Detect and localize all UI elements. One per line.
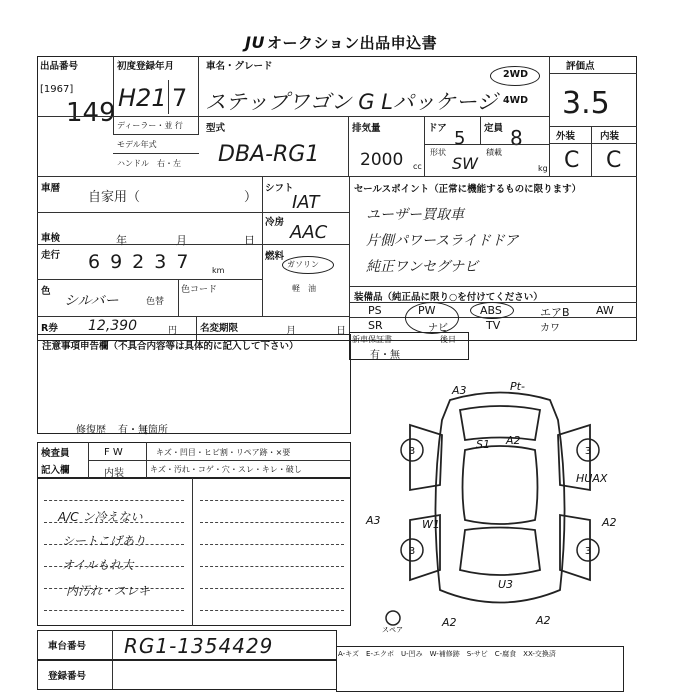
inspection-year: 年 (116, 234, 127, 247)
sales-point-2: 片側パワースライドドア (366, 233, 519, 249)
equip-tv: TV (486, 319, 501, 332)
sales-points-label: セールスポイント（正常に機能するものに限ります） (354, 184, 582, 195)
displacement-value: 2000 (360, 150, 404, 170)
int-grade: C (606, 148, 622, 173)
warranty-label: 新車保証書 (352, 335, 392, 344)
capacity-value: 8 (510, 126, 523, 150)
tire-1-value: 3 (408, 446, 416, 457)
spare-label: スペア (382, 626, 403, 634)
equip-ps: PS (368, 304, 382, 317)
doors-label: ドア (428, 123, 447, 134)
mark-a2-top: A2 (506, 434, 521, 447)
name-change-day: 日 (336, 326, 346, 337)
drive-4wd: 4WD (503, 95, 528, 106)
capacity-label: 定員 (484, 123, 504, 134)
load-label: 積載 (486, 148, 502, 157)
first-reg-month: 7 (172, 84, 188, 112)
mileage-value: 69237 (88, 251, 199, 273)
first-reg-era: H21 (118, 84, 167, 112)
form-title (245, 32, 437, 53)
usage-value: 自家用（ ） (88, 190, 258, 205)
inspector-row2-label: 内装 (104, 468, 124, 479)
model-name-value: ステップワゴン G Lパッケージ (205, 90, 498, 114)
mark-top-right: Pt- (510, 380, 525, 393)
inspection-month: 月 (176, 234, 187, 247)
inspection-label: 車検 (41, 233, 61, 244)
load-unit: kg (538, 164, 548, 173)
tire-2-value: 3 (584, 446, 592, 457)
inspector-row1-label: F W (104, 447, 123, 458)
fuel-gasoline: ガソリン (287, 260, 319, 269)
lot-sub-number: [1967] (40, 84, 74, 95)
recycle-label: R券 (41, 323, 58, 334)
shape-value: SW (452, 154, 478, 173)
title-text: オークション出品申込書 (266, 34, 438, 52)
fuel-label: 燃料 (265, 251, 285, 262)
doors-value: 5 (454, 128, 466, 149)
grade-score: 3.5 (562, 86, 610, 121)
repair-history-label: 修復歴 (76, 425, 106, 436)
lot-label: 出品番号 (40, 61, 79, 72)
model-year-label: モデル年式 (117, 140, 157, 149)
equip-airbag: エアB (540, 306, 570, 319)
name-change-label: 名変期限 (200, 323, 239, 334)
chassis-value: RG1-1354429 (124, 634, 274, 658)
equip-aw: AW (596, 304, 614, 317)
equip-sr: SR (368, 319, 383, 332)
color-label: 色 (41, 286, 51, 297)
equip-navi: ナビ (428, 323, 448, 334)
displacement-unit: cc (413, 162, 422, 171)
shape-label: 形状 (430, 148, 446, 157)
recycle-unit: 円 (168, 326, 178, 336)
color-change-label: 色替 (146, 297, 165, 307)
cooling-value: AAC (290, 222, 328, 243)
cooling-label: 冷房 (265, 217, 285, 228)
drive-2wd: 2WD (503, 69, 528, 80)
mark-bottom-a2-right: A2 (536, 614, 551, 627)
dealer-label: ディーラー・並 行 (117, 121, 183, 130)
chassis-label: 車台番号 (48, 641, 87, 652)
mark-right-side: HUAX (576, 472, 608, 485)
sales-point-1: ユーザー買取車 (366, 207, 464, 223)
car-damage-diagram (366, 380, 620, 634)
sales-point-3: 純正ワンセグナビ (366, 259, 478, 275)
inspector-row2-items: キズ・汚れ・コゲ・穴・スレ・キレ・破し (150, 465, 302, 474)
grade-label: 評価点 (566, 61, 595, 72)
mileage-label: 走行 (41, 250, 61, 261)
usage-label: 車暦 (41, 183, 61, 194)
equip-abs: ABS (480, 304, 502, 317)
equip-leather: カワ (540, 323, 560, 334)
mileage-unit: km (212, 266, 225, 275)
equip-pw: PW (418, 304, 436, 317)
warranty-options: 有・無 (370, 350, 400, 361)
inspector-row1-items: キズ・凹目・ヒビ割・リペア跡・×要 (156, 448, 291, 457)
notes-header: 注意事項申告欄（不具合内容等は具体的に記入して下さい） (42, 341, 299, 352)
registration-label: 登録番号 (48, 671, 87, 682)
repair-history-bracket: [箇所 (144, 425, 168, 436)
inspector-note-4: 内汚れ・スレキ (66, 584, 151, 598)
mark-u3: U3 (498, 578, 514, 591)
shift-value: IAT (292, 192, 320, 213)
type-value: DBA-RG1 (218, 142, 320, 167)
recycle-value: 12,390 (88, 318, 137, 334)
repair-history-options: 有・無 (118, 425, 148, 436)
mark-top-left: A3 (452, 384, 467, 397)
type-label: 型式 (206, 123, 226, 134)
inspector-note-2: シートこげあり (62, 534, 147, 548)
color-value: シルバー (64, 293, 119, 309)
inspector-note-3: オイルもれ大 (62, 558, 134, 572)
ext-grade: C (564, 148, 580, 173)
int-label: 内装 (600, 131, 620, 142)
fuel-light-oil: 軽 油 (292, 284, 316, 293)
color-code-label: 色コード (181, 285, 218, 295)
name-change-month: 月 (286, 326, 296, 337)
mark-left-a3: A3 (366, 514, 381, 527)
handle-label: ハンドル 右・左 (117, 159, 181, 168)
model-name-label: 車名・グレード (206, 61, 273, 72)
inspector-label-1: 検査員 (41, 448, 70, 459)
inspector-note-1: A/C ン冷えない (58, 510, 143, 524)
tire-4-value: 3 (584, 546, 592, 557)
displacement-label: 排気量 (352, 123, 381, 134)
shift-label: シフト (265, 183, 294, 194)
legend-text: A-キズ E-エクボ U-凹み W-補修跡 S-サビ C-腐食 XX-交換済 (338, 650, 556, 658)
warranty-after: 後日 (440, 335, 456, 344)
mark-w1: W1 (422, 518, 440, 531)
lot-number: 149 (66, 98, 116, 128)
equipment-label: 装備品（純正品に限り○を付けてください） (354, 292, 543, 303)
mark-bottom-a2-left: A2 (442, 616, 457, 629)
inspection-day: 日 (244, 234, 255, 247)
tire-3-value: 3 (408, 546, 416, 557)
ju-logo: JU (245, 33, 265, 52)
inspector-label-2: 記入欄 (41, 465, 70, 476)
mark-right-a2: A2 (602, 516, 617, 529)
first-reg-label: 初度登録年月 (117, 61, 175, 72)
ext-label: 外装 (556, 131, 576, 142)
mark-s1: S1 (476, 438, 490, 451)
